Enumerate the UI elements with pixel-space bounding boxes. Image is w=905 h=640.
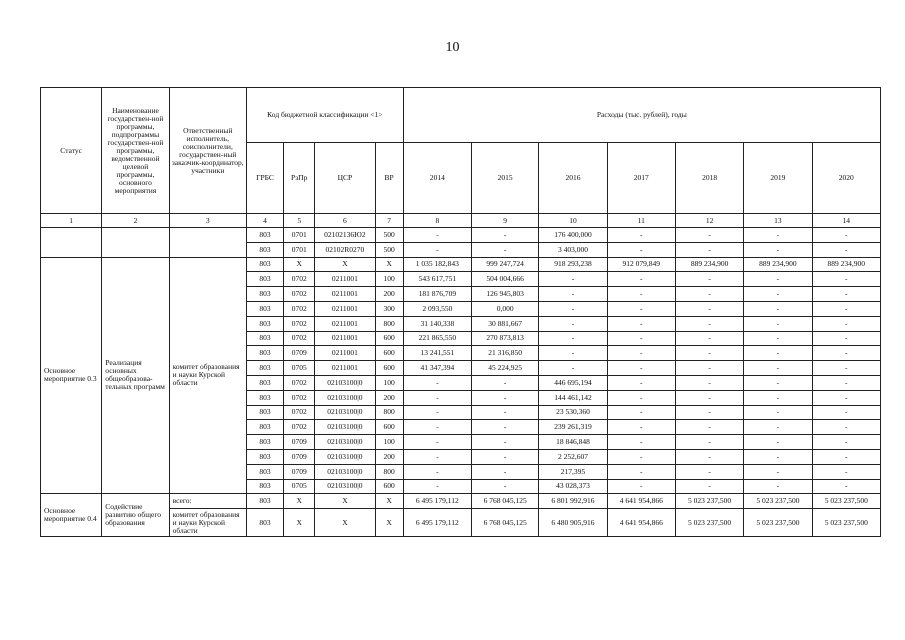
table-cell: 889 234,900 <box>812 257 880 272</box>
table-cell: - <box>675 346 743 361</box>
table-cell: Х <box>375 257 403 272</box>
table-cell: - <box>812 316 880 331</box>
table-cell: - <box>812 287 880 302</box>
table-cell: 803 <box>246 420 283 435</box>
table-cell: 803 <box>246 272 283 287</box>
table-cell: - <box>607 331 675 346</box>
table-cell: 803 <box>246 405 283 420</box>
measure-status: Основное мероприятие 0.3 <box>41 257 102 494</box>
table-cell: 0701 <box>284 228 315 243</box>
table-cell: - <box>675 479 743 494</box>
header-row-1 <box>41 88 881 143</box>
header-year-2020: 2020 <box>812 143 880 214</box>
table-cell: - <box>403 390 471 405</box>
table-cell: 0702 <box>284 375 315 390</box>
table-cell: 6 495 179,112 <box>403 494 471 509</box>
table-cell: - <box>675 390 743 405</box>
measure-status: Основное мероприятие 0.4 <box>41 494 102 537</box>
table-cell: - <box>744 464 812 479</box>
table-cell: - <box>812 361 880 376</box>
table-cell: - <box>675 331 743 346</box>
column-number-cell: 11 <box>607 214 675 228</box>
table-cell: 4 641 954,866 <box>607 509 675 537</box>
table-cell: - <box>539 346 607 361</box>
table-cell: - <box>607 272 675 287</box>
table-cell: 21 316,850 <box>472 346 539 361</box>
table-cell: 999 247,724 <box>472 257 539 272</box>
table-cell: Х <box>315 509 375 537</box>
table-cell: 803 <box>246 316 283 331</box>
table-cell: - <box>403 375 471 390</box>
table-cell: - <box>812 331 880 346</box>
table-cell: - <box>675 420 743 435</box>
table-cell: 23 530,360 <box>539 405 607 420</box>
table-cell: 504 004,666 <box>472 272 539 287</box>
table-cell: 800 <box>375 405 403 420</box>
table-cell: 02103100|0 <box>315 449 375 464</box>
table-cell: 0702 <box>284 316 315 331</box>
table-row <box>41 257 881 272</box>
table-cell: 2 093,550 <box>403 301 471 316</box>
table-cell: - <box>675 242 743 257</box>
table-cell: 6 495 179,112 <box>403 509 471 537</box>
table-cell: 600 <box>375 361 403 376</box>
table-cell: 0702 <box>284 272 315 287</box>
table-cell: - <box>675 449 743 464</box>
table-cell: - <box>607 301 675 316</box>
table-cell: - <box>744 361 812 376</box>
table-cell: 200 <box>375 390 403 405</box>
table-cell: 912 079,849 <box>607 257 675 272</box>
table-cell: Х <box>284 257 315 272</box>
table-cell: 0702 <box>284 287 315 302</box>
table-cell: 18 846,848 <box>539 435 607 450</box>
table-cell: - <box>539 272 607 287</box>
table-cell: - <box>539 316 607 331</box>
table-cell: 803 <box>246 257 283 272</box>
table-cell: 500 <box>375 242 403 257</box>
measure-name: Реализация основных общеобразова-тельных программ <box>102 257 169 494</box>
table-cell: 0211001 <box>315 272 375 287</box>
table-cell: - <box>539 301 607 316</box>
table-cell: 02103100|0 <box>315 390 375 405</box>
table-cell: - <box>607 435 675 450</box>
column-number-cell: 12 <box>675 214 743 228</box>
table-cell: - <box>812 242 880 257</box>
table-cell: 600 <box>375 346 403 361</box>
header-rzpr: РзПр <box>284 143 315 214</box>
executor-cell-empty <box>169 228 246 258</box>
table-cell: - <box>472 464 539 479</box>
table-cell: - <box>675 361 743 376</box>
table-cell: 5 023 237,500 <box>744 509 812 537</box>
table-cell: - <box>812 464 880 479</box>
table-cell: - <box>744 331 812 346</box>
table-cell: 0702 <box>284 331 315 346</box>
table-cell: 543 617,751 <box>403 272 471 287</box>
table-cell: - <box>472 242 539 257</box>
table-cell: - <box>744 301 812 316</box>
table-cell: 5 023 237,500 <box>675 509 743 537</box>
table-cell: 600 <box>375 420 403 435</box>
table-cell: 803 <box>246 435 283 450</box>
table-cell: 800 <box>375 464 403 479</box>
table-cell: 803 <box>246 331 283 346</box>
table-cell: 0211001 <box>315 331 375 346</box>
table-cell: 217,395 <box>539 464 607 479</box>
table-cell: - <box>472 449 539 464</box>
table-cell: 446 695,194 <box>539 375 607 390</box>
column-number-cell: 14 <box>812 214 880 228</box>
table-cell: - <box>539 287 607 302</box>
table-cell: - <box>607 405 675 420</box>
measure-executor: всего: <box>169 494 246 509</box>
table-cell: 6 768 045,125 <box>472 494 539 509</box>
table-cell: 500 <box>375 228 403 243</box>
table-cell: 803 <box>246 361 283 376</box>
table-cell: 6 768 045,125 <box>472 509 539 537</box>
table-cell: 31 140,338 <box>403 316 471 331</box>
table-cell: - <box>403 435 471 450</box>
table-cell: - <box>607 287 675 302</box>
header-year-2014: 2014 <box>403 143 471 214</box>
table-cell: 100 <box>375 272 403 287</box>
header-grbs: ГРБС <box>246 143 283 214</box>
table-cell: 803 <box>246 242 283 257</box>
table-cell: - <box>675 228 743 243</box>
table-cell: - <box>744 272 812 287</box>
table-cell: 30 881,667 <box>472 316 539 331</box>
table-cell: - <box>607 390 675 405</box>
table-cell: 803 <box>246 301 283 316</box>
table-cell: 02103100|0 <box>315 464 375 479</box>
table-cell: - <box>812 228 880 243</box>
table-cell: 02102136Ю2 <box>315 228 375 243</box>
column-number-cell: 6 <box>315 214 375 228</box>
table-cell: - <box>675 272 743 287</box>
table-cell: 13 241,551 <box>403 346 471 361</box>
table-cell: - <box>812 301 880 316</box>
table-cell: 6 480 905,916 <box>539 509 607 537</box>
table-cell: - <box>607 316 675 331</box>
column-number-cell: 7 <box>375 214 403 228</box>
header-executor: Ответственный исполнитель, соисполнители, государствен-ный заказчик-координатор, участники <box>169 88 246 214</box>
table-cell: 5 023 237,500 <box>744 494 812 509</box>
header-expenses: Расходы (тыс. рублей), годы <box>403 88 880 143</box>
table-cell: - <box>607 479 675 494</box>
table-cell: - <box>472 375 539 390</box>
header-status: Статус <box>41 88 102 214</box>
table-cell: - <box>744 228 812 243</box>
header-year-2018: 2018 <box>675 143 743 214</box>
table-cell: 02103100|0 <box>315 405 375 420</box>
table-cell: - <box>744 405 812 420</box>
table-cell: - <box>607 464 675 479</box>
column-number-cell: 9 <box>472 214 539 228</box>
table-cell: - <box>607 449 675 464</box>
table-cell: - <box>403 464 471 479</box>
table-row <box>41 228 881 243</box>
table-cell: - <box>472 479 539 494</box>
table-cell: Х <box>284 494 315 509</box>
table-cell: 200 <box>375 287 403 302</box>
header-budget-code: Код бюджетной классификации <1> <box>246 88 403 143</box>
table-cell: 144 461,142 <box>539 390 607 405</box>
table-row <box>41 494 881 509</box>
table-cell: 889 234,900 <box>675 257 743 272</box>
table-cell: 0,000 <box>472 301 539 316</box>
table-cell: 02103100|0 <box>315 420 375 435</box>
table-cell: - <box>675 287 743 302</box>
table-cell: Х <box>315 257 375 272</box>
table-cell: 5 023 237,500 <box>812 494 880 509</box>
table-cell: - <box>744 346 812 361</box>
table-cell: 02102R0270 <box>315 242 375 257</box>
table-cell: - <box>403 405 471 420</box>
table-cell: 4 641 954,866 <box>607 494 675 509</box>
table-cell: 1 035 182,843 <box>403 257 471 272</box>
name-cell-empty <box>102 228 169 258</box>
table-cell: - <box>812 435 880 450</box>
table-cell: - <box>744 435 812 450</box>
page-number: 10 <box>445 40 460 55</box>
table-cell: - <box>472 228 539 243</box>
table-cell: 0211001 <box>315 316 375 331</box>
table-cell: - <box>812 405 880 420</box>
column-number-cell: 3 <box>169 214 246 228</box>
measure-executor: комитет образования и науки Курской области <box>169 257 246 494</box>
table-cell: - <box>675 301 743 316</box>
table-cell: 02103100|0 <box>315 375 375 390</box>
table-cell: 803 <box>246 228 283 243</box>
header-year-2017: 2017 <box>607 143 675 214</box>
table-cell: - <box>403 479 471 494</box>
table-cell: - <box>744 390 812 405</box>
table-cell: - <box>812 420 880 435</box>
table-cell: - <box>744 375 812 390</box>
table-cell: Х <box>375 509 403 537</box>
table-cell: 0702 <box>284 405 315 420</box>
table-cell: 176 400,000 <box>539 228 607 243</box>
table-cell: 0211001 <box>315 346 375 361</box>
table-cell: - <box>539 361 607 376</box>
table-cell: - <box>812 449 880 464</box>
table-cell: Х <box>284 509 315 537</box>
column-number-cell: 1 <box>41 214 102 228</box>
table-cell: - <box>403 242 471 257</box>
table-cell: - <box>403 449 471 464</box>
column-number-cell: 10 <box>539 214 607 228</box>
table-cell: 803 <box>246 346 283 361</box>
column-number-cell: 4 <box>246 214 283 228</box>
table-cell: 02103100|0 <box>315 479 375 494</box>
table-cell: 6 801 992,916 <box>539 494 607 509</box>
table-cell: 803 <box>246 449 283 464</box>
table-cell: 126 945,803 <box>472 287 539 302</box>
table-cell: - <box>812 375 880 390</box>
table-cell: - <box>472 405 539 420</box>
table-cell: 0211001 <box>315 287 375 302</box>
table-cell: 803 <box>246 479 283 494</box>
column-number-cell: 2 <box>102 214 169 228</box>
table-cell: 43 028,373 <box>539 479 607 494</box>
header-name: Наименование государствен-ной программы, подпрограммы государствен-ной программы, ведомственной целевой программы, основного мероприятия <box>102 88 169 214</box>
table-cell: - <box>403 420 471 435</box>
column-number-cell: 13 <box>744 214 812 228</box>
table-cell: - <box>607 361 675 376</box>
table-cell: - <box>472 435 539 450</box>
column-number-cell: 5 <box>284 214 315 228</box>
table-cell: 5 023 237,500 <box>675 494 743 509</box>
header-year-2016: 2016 <box>539 143 607 214</box>
table-cell: 02103100|0 <box>315 435 375 450</box>
table-cell: 0702 <box>284 390 315 405</box>
header-year-2019: 2019 <box>744 143 812 214</box>
table-cell: 3 403,000 <box>539 242 607 257</box>
table-cell: 0702 <box>284 420 315 435</box>
table-cell: - <box>744 316 812 331</box>
column-number-cell: 8 <box>403 214 471 228</box>
table-cell: 45 224,925 <box>472 361 539 376</box>
table-cell: - <box>744 420 812 435</box>
status-cell-empty <box>41 228 102 258</box>
table-cell: 5 023 237,500 <box>812 509 880 537</box>
table-cell: 0709 <box>284 449 315 464</box>
table-cell: 0211001 <box>315 361 375 376</box>
header-year-2015: 2015 <box>472 143 539 214</box>
table-cell: 0705 <box>284 479 315 494</box>
table-cell: - <box>472 420 539 435</box>
table-cell: 300 <box>375 301 403 316</box>
table-cell: - <box>403 228 471 243</box>
table-cell: - <box>675 375 743 390</box>
measure-executor: комитет образования и науки Курской области <box>169 509 246 537</box>
table-cell: - <box>744 479 812 494</box>
table-cell: - <box>607 228 675 243</box>
table-cell: - <box>607 420 675 435</box>
table-cell: - <box>472 390 539 405</box>
table-cell: - <box>607 375 675 390</box>
table-cell: - <box>812 346 880 361</box>
table-cell: - <box>675 405 743 420</box>
table-cell: - <box>744 242 812 257</box>
table-cell: 41 347,394 <box>403 361 471 376</box>
table-cell: - <box>607 242 675 257</box>
measure-name: Содействие развитию общего образования <box>102 494 169 537</box>
table-cell: 221 865,550 <box>403 331 471 346</box>
table-cell: 0709 <box>284 435 315 450</box>
table-cell: 181 876,709 <box>403 287 471 302</box>
header-vr: ВР <box>375 143 403 214</box>
table-cell: - <box>539 331 607 346</box>
table-cell: 100 <box>375 435 403 450</box>
table-cell: 200 <box>375 449 403 464</box>
table-cell: - <box>607 346 675 361</box>
table-cell: - <box>812 272 880 287</box>
table-cell: - <box>675 464 743 479</box>
table-cell: 100 <box>375 375 403 390</box>
table-cell: 2 252,607 <box>539 449 607 464</box>
column-number-row <box>41 214 881 228</box>
table-cell: 0705 <box>284 361 315 376</box>
table-cell: 889 234,900 <box>744 257 812 272</box>
table-cell: 800 <box>375 316 403 331</box>
table-cell: 918 293,238 <box>539 257 607 272</box>
table-cell: 0701 <box>284 242 315 257</box>
table-cell: - <box>812 479 880 494</box>
table-cell: 803 <box>246 509 283 537</box>
table-cell: 803 <box>246 375 283 390</box>
header-csr: ЦСР <box>315 143 375 214</box>
table-cell: Х <box>315 494 375 509</box>
table-cell: 803 <box>246 494 283 509</box>
table-cell: - <box>744 287 812 302</box>
table-cell: - <box>675 316 743 331</box>
table-cell: 600 <box>375 331 403 346</box>
table-cell: 0709 <box>284 464 315 479</box>
budget-table <box>40 87 881 537</box>
table-cell: 270 873,813 <box>472 331 539 346</box>
table-cell: 600 <box>375 479 403 494</box>
table-cell: - <box>812 390 880 405</box>
table-cell: 239 261,319 <box>539 420 607 435</box>
table-cell: 0709 <box>284 346 315 361</box>
table-cell: 0211001 <box>315 301 375 316</box>
table-cell: 0702 <box>284 301 315 316</box>
table-cell: 803 <box>246 287 283 302</box>
table-cell: Х <box>375 494 403 509</box>
table-cell: 803 <box>246 390 283 405</box>
table-cell: - <box>744 449 812 464</box>
table-cell: 803 <box>246 464 283 479</box>
table-cell: - <box>675 435 743 450</box>
